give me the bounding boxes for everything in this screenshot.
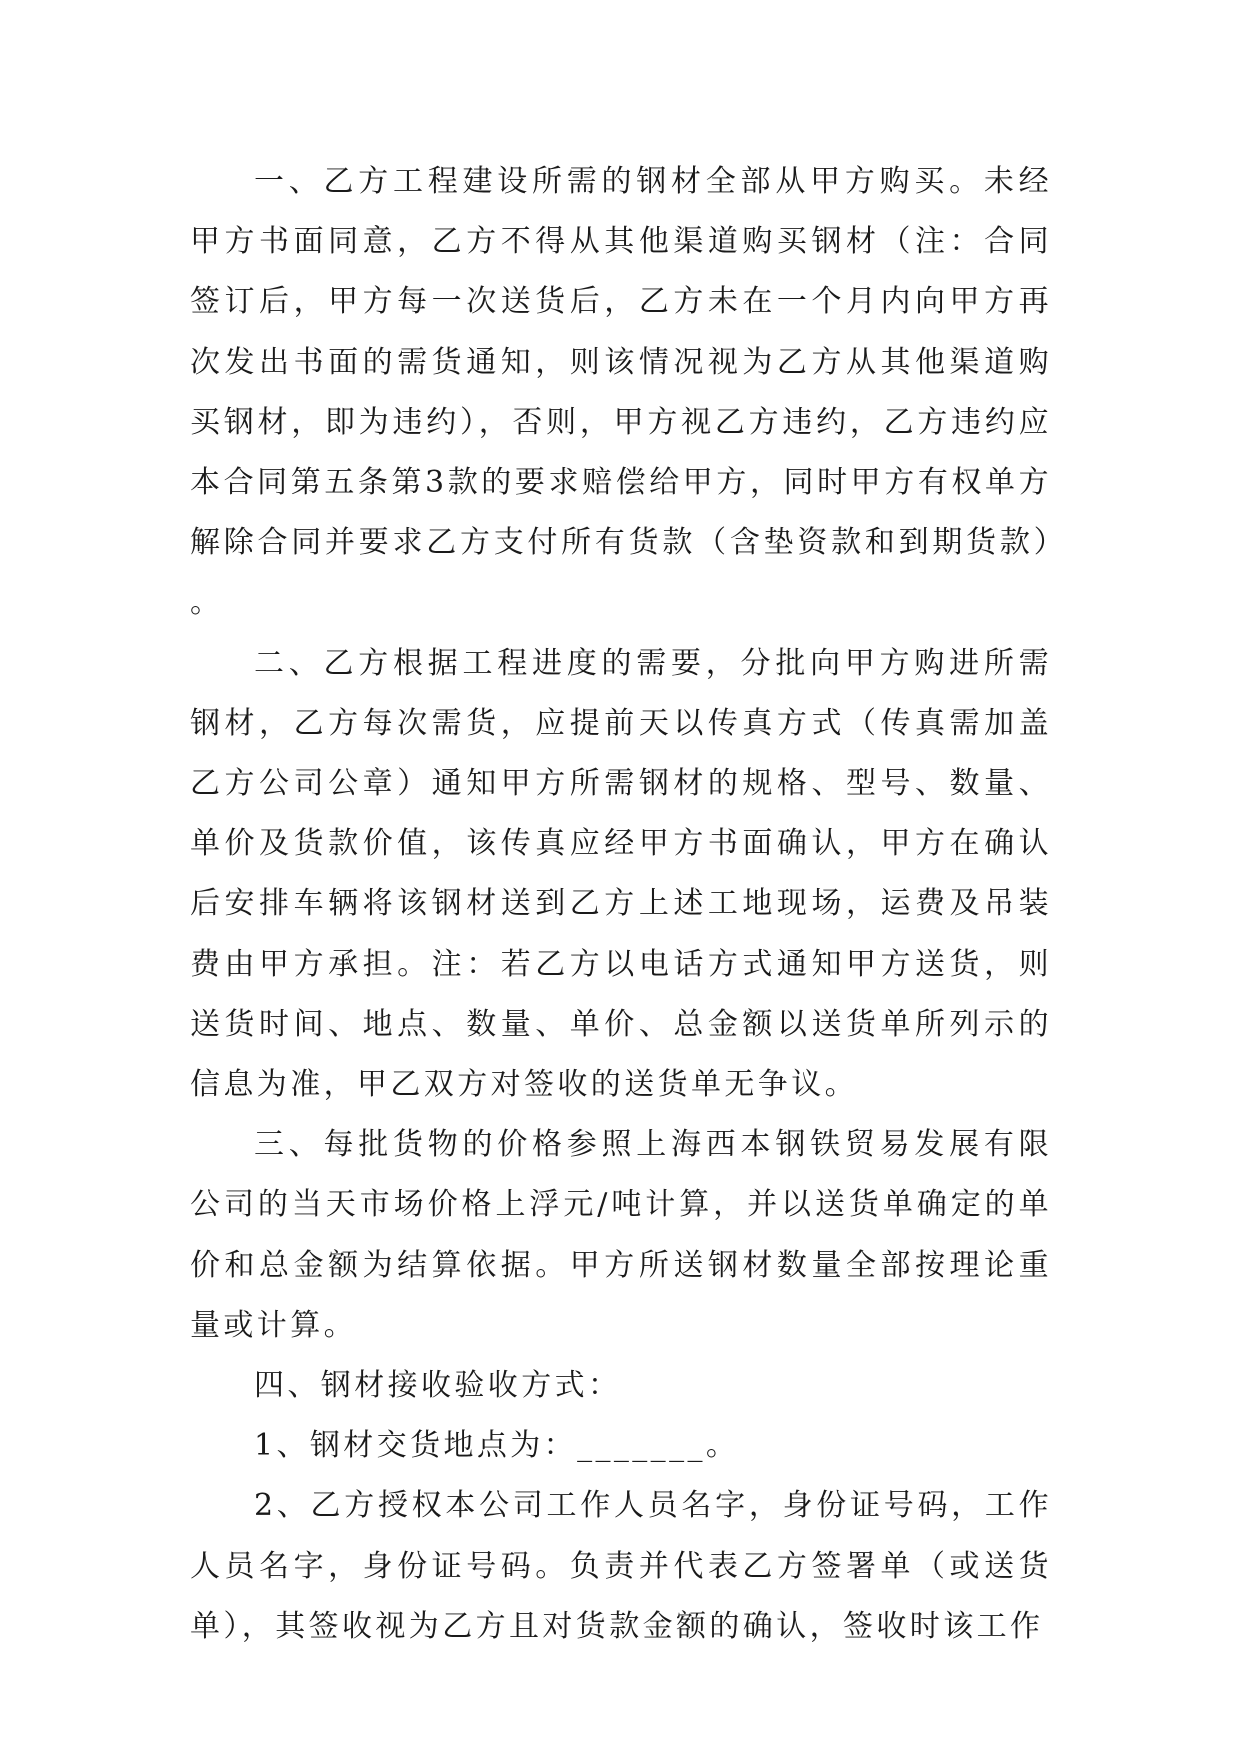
clause-4-heading: 四、钢材接收验收方式：	[254, 1368, 622, 1404]
clause-4-item-2: 2、乙方授权本公司工作人员名字，身份证号码，工作人员名字，身份证号码。负责并代表乙方签署单（或送货单），其签收视为乙方且对货款金额的确认，签收时该工作	[190, 1488, 1052, 1644]
clause-3-paragraph: 三、每批货物的价格参照上海西本钢铁贸易发展有限公司的当天市场价格上浮元/吨计算，并以送货单确定的单价和总金额为结算依据。甲方所送钢材数量全部按理论重量或计算。	[190, 1127, 1052, 1343]
clause-2-paragraph: 二、乙方根据工程进度的需要，分批向甲方购进所需钢材，乙方每次需货，应提前天以传真方式（传真需加盖乙方公司公章）通知甲方所需钢材的规格、型号、数量、单价及货款价值，该传真应经甲方书面确认，甲方在确认后安排车辆将该钢材送到乙方上述工地现场，运费及吊装费由甲方承担。注：若乙方以电话方式通知甲方送货，则送货时间、地点、数量、单价、总金额以送货单所列示的信息为准，甲乙双方对签收的送货单无争议。	[190, 645, 1052, 1103]
clause-1-paragraph: 一、乙方工程建设所需的钢材全部从甲方购买。未经甲方书面同意，乙方不得从其他渠道购买钢材（注：合同签订后，甲方每一次送货后，乙方未在一个月内向甲方再次发出书面的需货通知，则该情况视为乙方从其他渠道购买钢材，即为违约），否则，甲方视乙方违约，乙方违约应本合同第五条第3款的要求赔偿给甲方，同时甲方有权单方解除合同并要求乙方支付所有货款（含垫资款和到期货款）。	[190, 164, 1052, 621]
document-page	[190, 152, 1052, 1657]
clause-4-item-1: 1、钢材交货地点为：_______。	[254, 1428, 740, 1464]
